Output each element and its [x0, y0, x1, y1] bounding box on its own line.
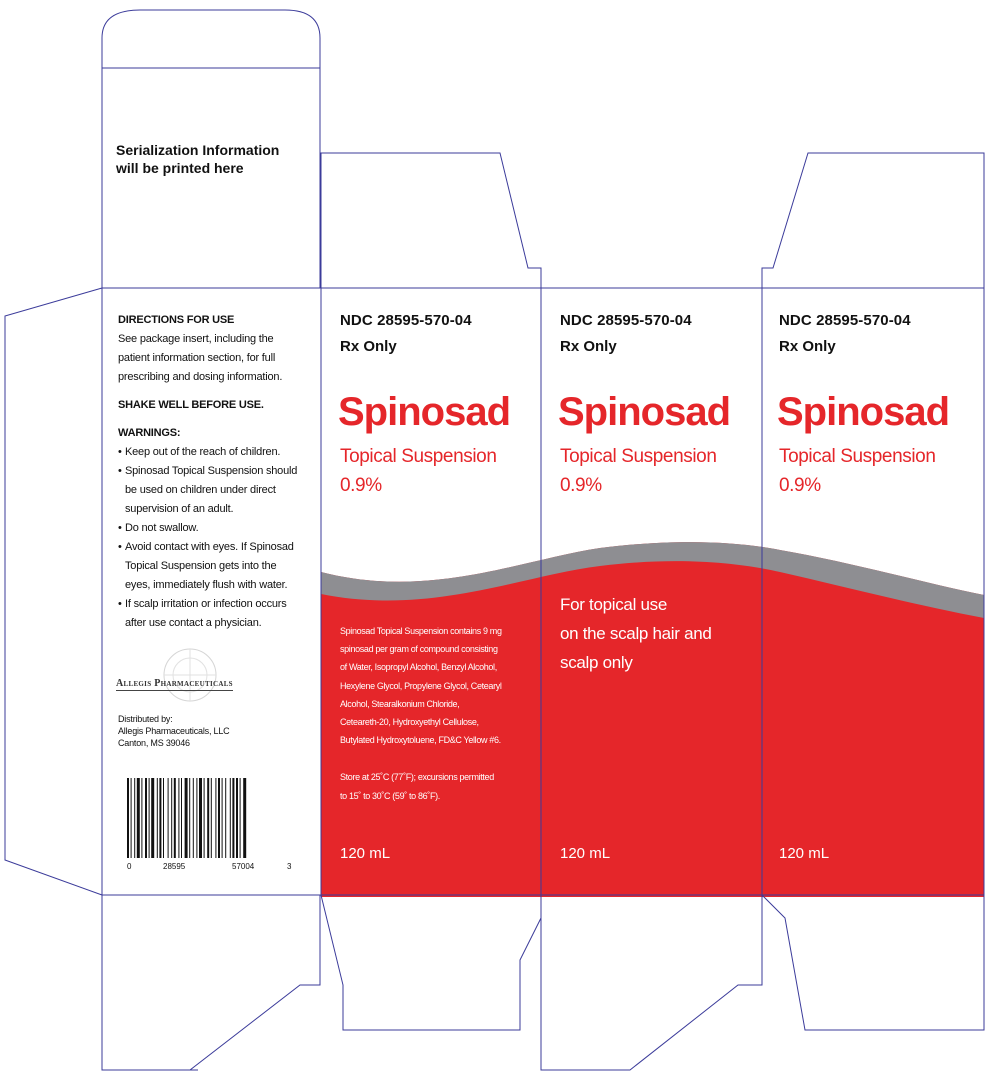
- barcode-digit: 57004: [232, 862, 255, 871]
- ndc-number: NDC 28595-570-04: [340, 312, 472, 329]
- side-panel-text: [118, 311, 318, 633]
- warning-item: [118, 462, 318, 519]
- ndc-number: NDC 28595-570-04: [560, 312, 692, 329]
- product-strength: 0.9%: [560, 475, 602, 496]
- ingredients-line: Butylated Hydroxytoluene, FD&C Yellow #6.: [340, 735, 501, 746]
- rx-only: Rx Only: [779, 338, 836, 355]
- ingredients-line: Ceteareth-20, Hydroxyethyl Cellulose,: [340, 717, 479, 728]
- warning-line: • If scalp irritation or infection occurs: [125, 598, 287, 610]
- ingredients-line: Spinosad Topical Suspension contains 9 mg: [340, 626, 502, 636]
- topical-line: on the scalp hair and: [560, 624, 712, 643]
- product-subtitle: Topical Suspension: [560, 446, 717, 467]
- volume-label: 120 mL: [779, 845, 830, 862]
- warning-line: • Keep out of the reach of children.: [125, 446, 281, 458]
- ingredients-line: Alcohol, Stearalkonium Chloride,: [340, 698, 460, 709]
- warning-item: [118, 538, 318, 595]
- warning-item: [118, 519, 318, 538]
- directions-line: prescribing and dosing information.: [118, 371, 283, 383]
- warnings-list: [118, 443, 318, 633]
- product-strength: 0.9%: [779, 475, 821, 496]
- warning-line: supervision of an adult.: [125, 503, 234, 515]
- product-subtitle: Topical Suspension: [340, 446, 497, 467]
- ingredients-line: Hexylene Glycol, Propylene Glycol, Cetearyl: [340, 680, 502, 691]
- barcode-digit: 0: [127, 862, 132, 871]
- shake-warning: SHAKE WELL BEFORE USE.: [118, 399, 264, 411]
- distributor-block: [118, 713, 229, 749]
- rx-only: Rx Only: [560, 338, 617, 355]
- storage-text: [340, 768, 538, 805]
- warning-line: after use contact a physician.: [125, 617, 262, 629]
- brand-name: Spinosad: [338, 390, 511, 434]
- warning-line: eyes, immediately flush with water.: [125, 579, 288, 591]
- warning-line: Topical Suspension gets into the: [125, 560, 277, 572]
- warnings-heading: WARNINGS:: [118, 427, 181, 439]
- rx-only: Rx Only: [340, 338, 397, 355]
- volume-label: 120 mL: [560, 845, 611, 862]
- directions-line: See package insert, including the: [118, 333, 274, 345]
- storage-line: to 15˚ to 30˚C (59˚ to 86˚F).: [340, 790, 440, 801]
- ndc-number: NDC 28595-570-04: [779, 312, 911, 329]
- serialization-line-1: Serialization Information: [116, 142, 280, 158]
- warning-line: be used on children under direct: [125, 484, 276, 496]
- brand-name: Spinosad: [558, 390, 731, 434]
- storage-line: Store at 25˚C (77˚F); excursions permitted: [340, 772, 494, 782]
- directions-line: patient information section, for full: [118, 352, 276, 364]
- warning-item: [118, 443, 318, 462]
- ingredients-text: [340, 622, 538, 749]
- ingredients-line: spinosad per gram of compound consisting: [340, 644, 498, 655]
- barcode-digit: 28595: [163, 862, 186, 871]
- topical-line: scalp only: [560, 653, 633, 672]
- serialization-note: [116, 141, 316, 177]
- volume-label: 120 mL: [340, 845, 391, 862]
- warning-line: • Do not swallow.: [125, 522, 199, 534]
- product-subtitle: Topical Suspension: [779, 446, 936, 467]
- ingredients-line: of Water, Isopropyl Alcohol, Benzyl Alcohol,: [340, 662, 497, 673]
- distributed-by-label: Distributed by:: [118, 714, 173, 724]
- distributor-city: Canton, MS 39046: [118, 738, 190, 748]
- topical-use-text: [560, 590, 760, 677]
- brand-name: Spinosad: [777, 390, 950, 434]
- barcode-digit: 3: [287, 862, 292, 871]
- warning-item: [118, 595, 318, 633]
- allegis-logo: Allegis Pharmaceuticals: [116, 678, 233, 689]
- barcode-image: [127, 778, 297, 858]
- product-strength: 0.9%: [340, 475, 382, 496]
- warning-line: • Spinosad Topical Suspension should: [125, 465, 298, 477]
- logo-globe-icon: [164, 649, 216, 701]
- serialization-line-2: will be printed here: [116, 160, 244, 176]
- warning-line: • Avoid contact with eyes. If Spinosad: [125, 541, 294, 553]
- topical-line: For topical use: [560, 595, 667, 614]
- directions-heading: DIRECTIONS FOR USE: [118, 314, 235, 326]
- distributor-name: Allegis Pharmaceuticals, LLC: [118, 726, 230, 736]
